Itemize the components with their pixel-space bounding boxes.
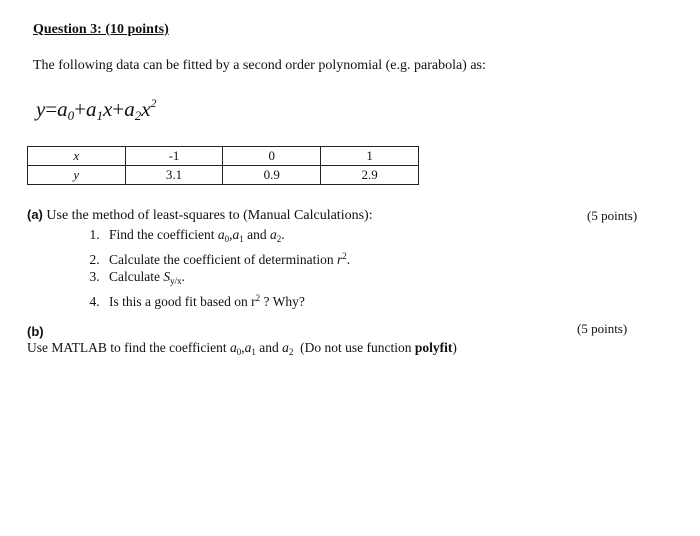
eq-sub0: 0 bbox=[67, 108, 75, 123]
eq-y: y bbox=[36, 97, 46, 121]
coef-a0: $a_0$ bbox=[229, 340, 242, 357]
task-text: Is this a good fit based on r bbox=[109, 294, 256, 309]
eq-plus-2: + bbox=[112, 97, 125, 121]
eq-equals: = bbox=[45, 97, 58, 121]
part-a-points: (5 points) bbox=[587, 208, 638, 223]
eq-power: 2 bbox=[150, 96, 157, 110]
part-a-title bbox=[27, 207, 373, 224]
table-row bbox=[28, 166, 419, 185]
part-b-text: Use MATLAB to find the coefficient $a_0,a_1$ and $a_2$ (Do not use function polyfit) bbox=[27, 340, 457, 357]
eq-x2: x bbox=[141, 97, 151, 121]
row-label-x: x bbox=[28, 147, 126, 166]
table-cell: 1 bbox=[321, 147, 419, 166]
row-label-y: y bbox=[28, 166, 126, 185]
eq-a2: a bbox=[124, 97, 135, 121]
eq-sub1: 1 bbox=[96, 108, 104, 123]
coef-a1: $a_1$ bbox=[232, 227, 244, 244]
list-item: 2. Calculate the coefficient of determination $r^2$. bbox=[103, 248, 350, 268]
eq-x1: x bbox=[103, 97, 113, 121]
task-text: Find the coefficient bbox=[109, 227, 218, 242]
list-item: 3. Calculate $S_{y/x}$. bbox=[103, 268, 350, 290]
part-a-text: Use the method of least-squares to (Manual Calculations): bbox=[46, 208, 373, 223]
coef-a2: $a_2$ bbox=[269, 227, 282, 244]
polyfit-keyword: polyfit bbox=[414, 340, 453, 355]
std-error: $S_{y/x}$ bbox=[163, 269, 182, 286]
part-b-title bbox=[27, 323, 44, 341]
table-cell: 0.9 bbox=[223, 166, 321, 185]
data-table bbox=[27, 146, 419, 185]
part-a-label: (a) bbox=[27, 207, 43, 222]
part-a-task-list bbox=[83, 226, 350, 310]
list-item: 1. Find the coefficient $a_0,a_1$ and $a_2$. bbox=[103, 226, 350, 248]
table-cell: 0 bbox=[223, 147, 321, 166]
coef-a0: $a_0$ bbox=[217, 227, 230, 244]
list-item: 4. Is this a good fit based on $r^2$ ? Why? bbox=[103, 290, 350, 310]
r-squared: $r^2$ bbox=[337, 251, 347, 267]
table-cell: 3.1 bbox=[125, 166, 223, 185]
eq-plus-1: + bbox=[74, 97, 87, 121]
table-cell: 2.9 bbox=[321, 166, 419, 185]
task-text: Calculate the coefficient of determination bbox=[109, 252, 338, 267]
table-row bbox=[28, 147, 419, 166]
intro-text: The following data can be fitted by a second order polynomial (e.g. parabola) as: bbox=[33, 58, 486, 73]
question-heading: Question 3: (10 points) bbox=[33, 22, 169, 37]
eq-a0: a bbox=[57, 97, 68, 121]
coef-a1: $a_1$ bbox=[244, 340, 256, 357]
part-b-points: (5 points) bbox=[577, 321, 628, 336]
part-b-label: (b) bbox=[27, 324, 44, 339]
coef-a2: $a_2$ bbox=[282, 340, 294, 357]
polynomial-equation bbox=[36, 96, 157, 124]
eq-sub2: 2 bbox=[134, 108, 142, 123]
table-cell: -1 bbox=[125, 147, 223, 166]
task-text: Calculate bbox=[109, 269, 164, 284]
eq-a1: a bbox=[86, 97, 97, 121]
